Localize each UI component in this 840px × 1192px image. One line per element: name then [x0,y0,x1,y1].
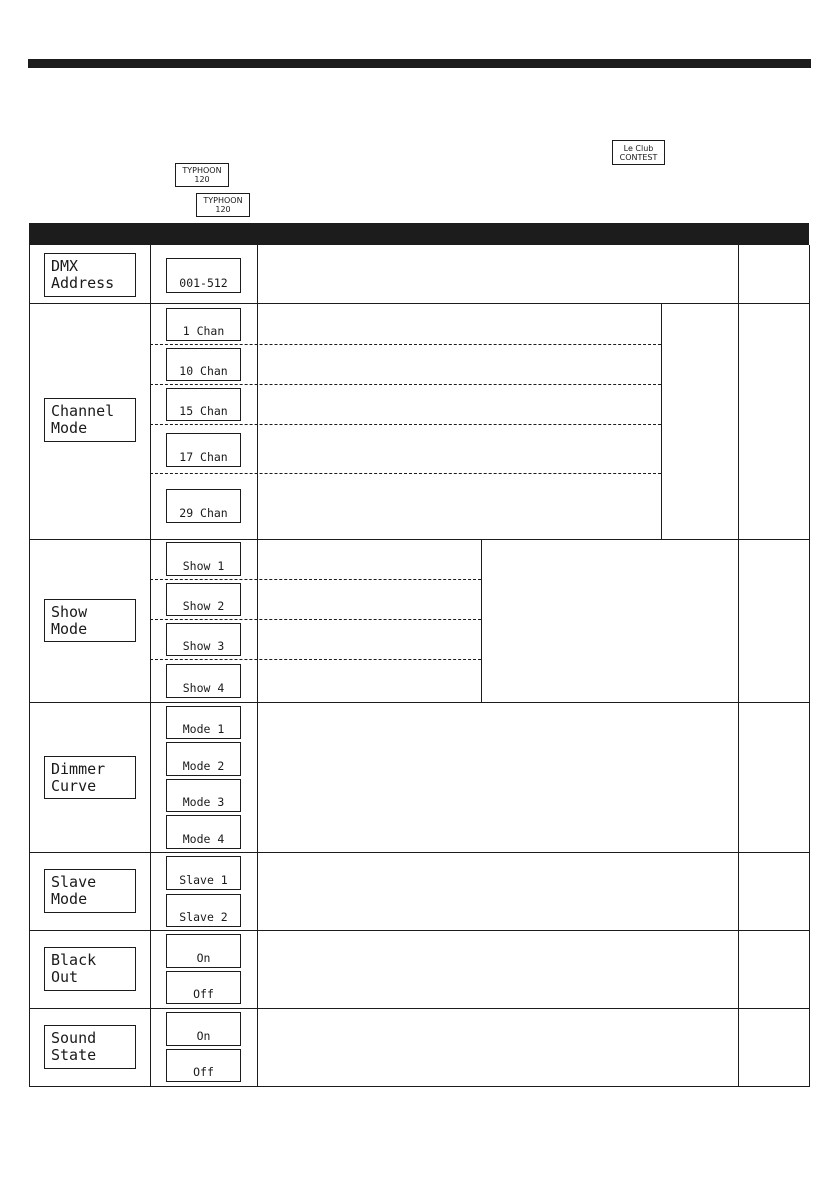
menu-label-show-mode: Show Mode [44,599,136,642]
model-badge-typhoon [196,193,250,217]
option-display: Slave 2 [166,894,241,927]
row-divider [29,702,810,703]
option-display: 1 Chan [166,308,241,341]
model-badge-le-club [612,140,665,165]
column-divider [257,245,258,1087]
option-display: Off [166,971,241,1004]
sub-row-divider [150,384,661,385]
option-display: On [166,934,241,968]
option-display: 10 Chan [166,348,241,381]
option-display: 17 Chan [166,433,241,467]
option-display: 001-512 [166,258,241,293]
column-divider [738,245,739,1087]
option-display: Show 1 [166,542,241,576]
menu-label-dimmer-curve: Dimmer Curve [44,756,136,799]
option-display: Slave 1 [166,856,241,890]
menu-label-sound-state: Sound State [44,1025,136,1069]
sub-row-divider [150,659,481,660]
table-header [29,223,809,245]
option-display: Mode 3 [166,779,241,812]
menu-label-dmx-address: DMX Address [44,253,136,297]
column-divider [661,303,662,539]
option-display: Mode 2 [166,742,241,776]
row-divider [29,1086,810,1087]
sub-row-divider [150,424,661,425]
option-display: Show 2 [166,583,241,616]
row-divider [29,930,810,931]
option-display: On [166,1012,241,1046]
menu-label-channel-mode: Channel Mode [44,398,136,442]
badge-line: Le Club [623,143,654,153]
model-badge-typhoon [175,163,229,187]
sub-row-divider [150,579,481,580]
sub-row-divider [150,619,481,620]
option-display: 15 Chan [166,388,241,421]
badge-line: TYPHOON [182,166,222,175]
row-divider [29,303,810,304]
row-divider [29,1008,810,1009]
option-display: Mode 1 [166,706,241,739]
sub-row-divider [150,344,661,345]
option-display: Show 4 [166,664,241,698]
badge-line: 120 [215,205,231,214]
row-divider [29,539,810,540]
option-display: Show 3 [166,623,241,656]
option-display: Off [166,1049,241,1082]
row-divider [29,852,810,853]
badge-line: CONTEST [619,152,658,162]
menu-label-black-out: Black Out [44,947,136,991]
badge-line: TYPHOON [203,196,243,205]
menu-label-slave-mode: Slave Mode [44,869,136,913]
column-divider [481,539,482,702]
sub-row-divider [150,473,661,474]
column-divider [150,245,151,1087]
badge-line: 120 [194,175,210,184]
option-display: Mode 4 [166,815,241,849]
option-display: 29 Chan [166,489,241,523]
table-border [809,245,810,1087]
top-rule [28,59,811,68]
table-border [29,245,30,1087]
